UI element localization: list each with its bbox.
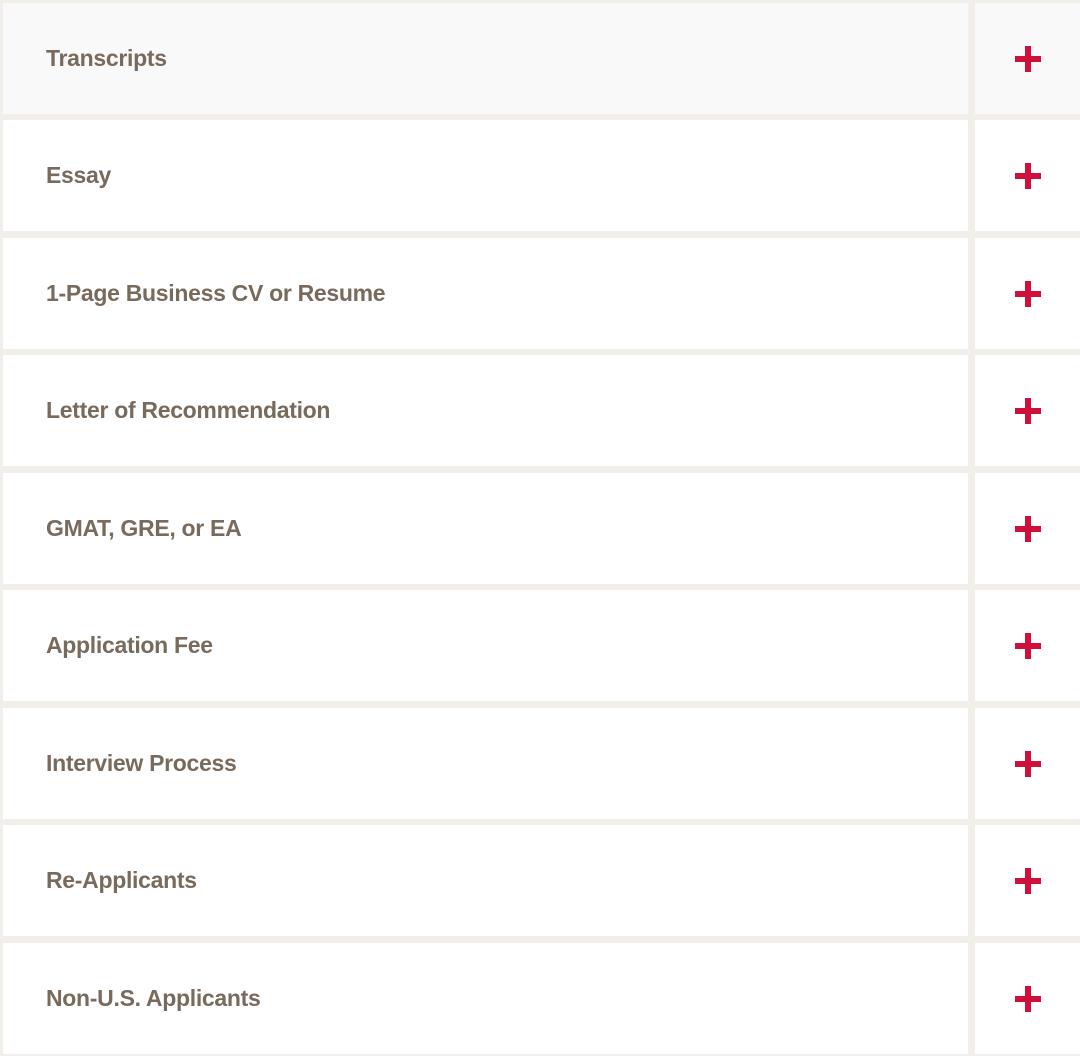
expand-toggle[interactable]: [975, 825, 1080, 936]
expand-toggle[interactable]: [975, 590, 1080, 701]
expand-toggle[interactable]: [975, 120, 1080, 231]
plus-icon[interactable]: [1015, 868, 1041, 894]
accordion-item-label: Transcripts: [46, 45, 167, 71]
accordion-item-label: GMAT, GRE, or EA: [46, 515, 242, 541]
accordion-item-essay[interactable]: [0, 120, 1080, 231]
accordion-item-label: Essay: [46, 162, 112, 188]
plus-icon[interactable]: [1015, 516, 1041, 542]
plus-icon[interactable]: [1015, 46, 1041, 72]
plus-icon[interactable]: [1015, 986, 1041, 1012]
plus-icon[interactable]: [1015, 633, 1041, 659]
accordion-label-cell[interactable]: [3, 3, 968, 114]
accordion-item-label: Re-Applicants: [46, 867, 197, 893]
expand-toggle[interactable]: [975, 238, 1080, 349]
accordion-label-cell[interactable]: [3, 120, 968, 231]
accordion-label-cell[interactable]: [3, 355, 968, 466]
plus-icon[interactable]: [1015, 751, 1041, 777]
accordion-item-label: 1-Page Business CV or Resume: [46, 280, 386, 306]
accordion-label-cell[interactable]: [3, 708, 968, 819]
accordion-item-label: Letter of Recommendation: [46, 397, 331, 423]
plus-icon[interactable]: [1015, 398, 1041, 424]
accordion-label-cell[interactable]: [3, 238, 968, 349]
accordion-item-transcripts[interactable]: [0, 3, 1080, 114]
accordion-label-cell[interactable]: [3, 825, 968, 936]
accordion-item-label: Application Fee: [46, 632, 213, 658]
expand-toggle[interactable]: [975, 708, 1080, 819]
accordion-label-cell[interactable]: [3, 943, 968, 1054]
accordion-item-interview-process[interactable]: [0, 708, 1080, 819]
expand-toggle[interactable]: [975, 473, 1080, 584]
accordion-item-label: Non-U.S. Applicants: [46, 985, 261, 1011]
accordion-item-gmat-gre-ea[interactable]: [0, 473, 1080, 584]
expand-toggle[interactable]: [975, 3, 1080, 114]
accordion-item-cv-resume[interactable]: [0, 238, 1080, 349]
accordion-item-re-applicants[interactable]: [0, 825, 1080, 936]
expand-toggle[interactable]: [975, 355, 1080, 466]
plus-icon[interactable]: [1015, 281, 1041, 307]
accordion-label-cell[interactable]: [3, 590, 968, 701]
accordion-item-label: Interview Process: [46, 750, 237, 776]
accordion-label-cell[interactable]: [3, 473, 968, 584]
expand-toggle[interactable]: [975, 943, 1080, 1054]
accordion-item-letter-of-recommendation[interactable]: [0, 355, 1080, 466]
accordion-item-application-fee[interactable]: [0, 590, 1080, 701]
accordion-item-non-us-applicants[interactable]: [0, 943, 1080, 1054]
plus-icon[interactable]: [1015, 163, 1041, 189]
